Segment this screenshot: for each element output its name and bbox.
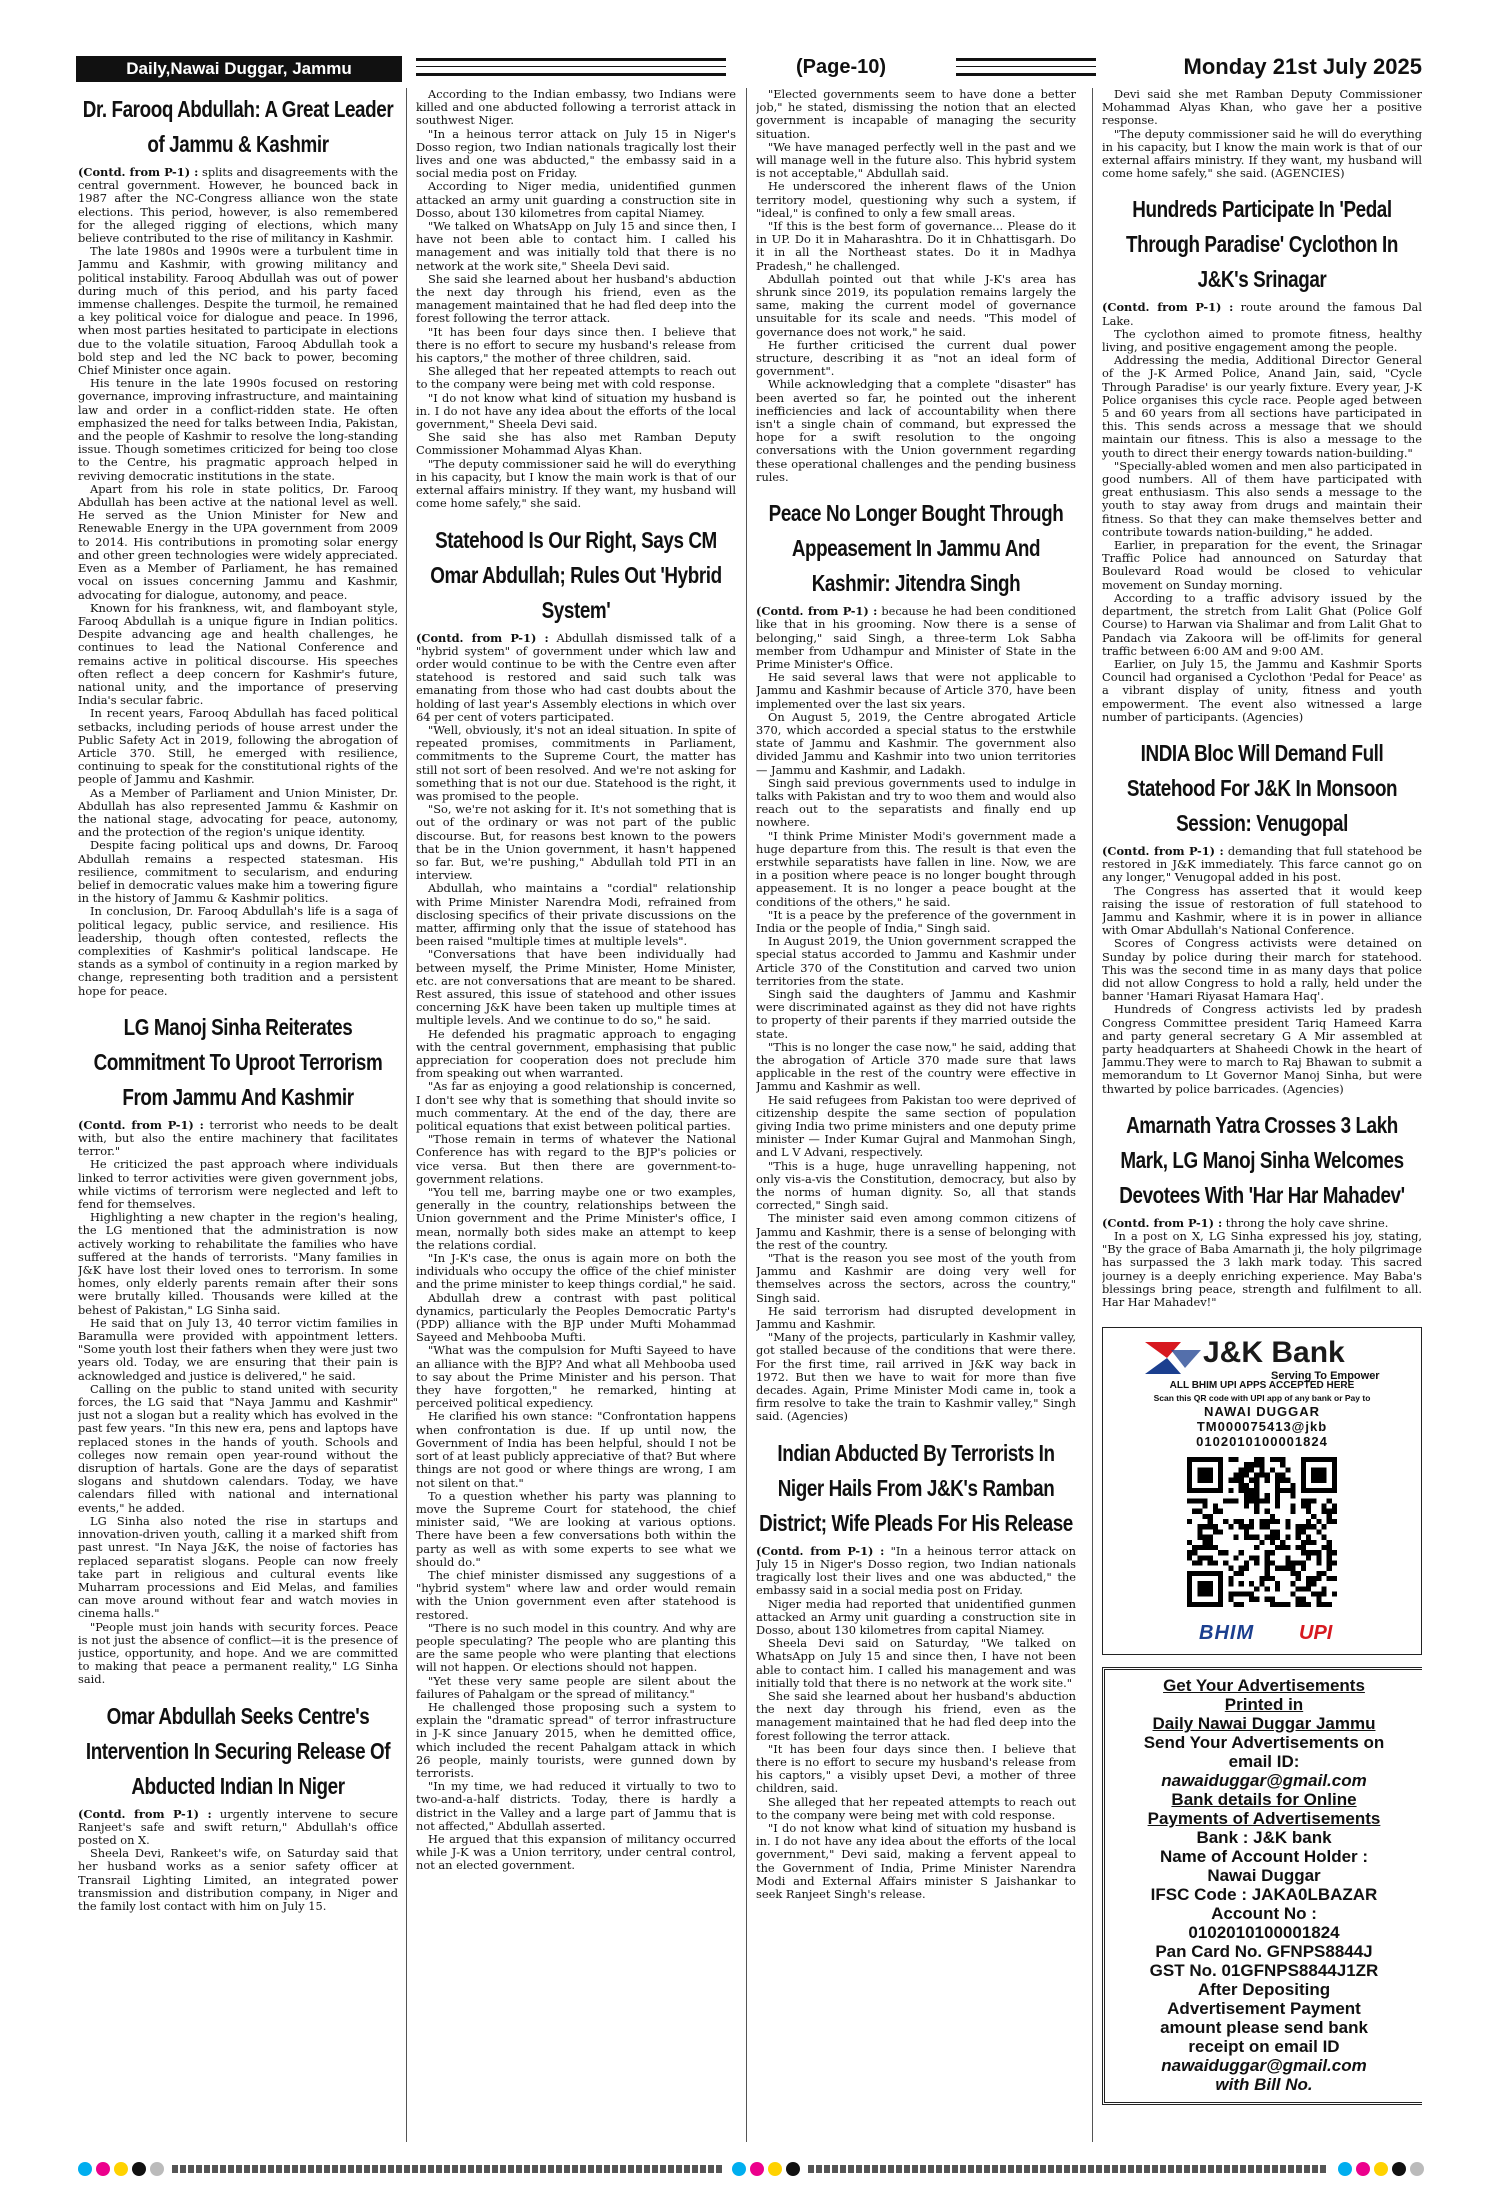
masthead-rule: [416, 66, 726, 67]
ad-logo-row: [1103, 1334, 1421, 1383]
column-2: [416, 88, 736, 2148]
info-line: GST No. 01GFNPS8844J1ZR: [1149, 1961, 1379, 1981]
headline: Indian Abducted By Terrorists In Niger Hails From J&K's Ramban District; Wife Pleads For His Release: [759, 1439, 1073, 1536]
payment-logos: [1103, 1620, 1421, 1646]
article-paragraph: He underscored the inherent flaws of the Union territory model, questioning why such a system, if "ideal," is confined to only a few small areas.: [756, 179, 1076, 220]
article-paragraph: On August 5, 2019, the Centre abrogated Article 370, which accorded a special status to the erstwhile state of Jammu and Kashmir. The government also divided Jammu and Kashmir into two union territories — Jammu and Kashmir, and Ladakh.: [756, 709, 1076, 777]
bank-tagline: Serving To Empower: [1271, 1370, 1380, 1383]
headline: Amarnath Yatra Crosses 3 Lakh Mark, LG Manoj Sinha Welcomes Devotees With 'Har Har Mahadev': [1119, 1111, 1405, 1208]
article-paragraph: "In a heinous terror attack on July 15 in Niger's Dosso region, two Indian nationals tragically lost their lives and one was abducted," the embassy said in a social media post on Friday.: [416, 126, 736, 181]
info-line: After Depositing: [1197, 1980, 1331, 2000]
article-gap: [1102, 180, 1422, 188]
headline: Peace No Longer Bought Through Appeasement In Jammu And Kashmir: Jitendra Singh: [768, 500, 1064, 597]
article-paragraph: "In my time, we had reduced it virtually to two to two-and-a-half districts. Today, there is hardly a district in the Valley and a large part of Jammu that is not affected," Abdullah asserted.: [416, 1779, 736, 1833]
article-paragraph: Earlier, on July 15, the Jammu and Kashmir Sports Council had organised a Cyclothon 'Pedal for Peace' as a vibrant display of unity, fitness and youth empowerment. The event also witnessed a large number of participants. (Agencies): [1102, 656, 1422, 724]
column-divider: [1092, 88, 1093, 2142]
cyan-mark-icon: [78, 2162, 92, 2176]
article-paragraph: Highlighting a new chapter in the region's healing, the LG mentioned that the administration is now actively working to rehabilitate the families who have suffered at the hands of terrorists. "Many families in J&K have lost their loved ones to terrorism. In some homes, only elderly parents remain after their sons were brutally killed. Thousands were killed at the behest of Pakistan," LG Sinha said.: [78, 1210, 398, 1317]
article-paragraph: "I do not know what kind of situation my husband is in. I do not have any idea about the efforts of the local government," Devi said, making a fervent appeal to the Government of India, Prime Minister Narendra Modi and External Affairs minister S Jaishankar to seek Ranjeet Singh's release.: [756, 1820, 1076, 1901]
issue-date: Monday 21st July 2025: [1183, 54, 1422, 79]
masthead-rule: [416, 58, 726, 61]
article: [1102, 1108, 1422, 1317]
registration-bar: [808, 2165, 1328, 2173]
magenta-mark-icon: [96, 2162, 110, 2176]
article-paragraph: Sheela Devi said on Saturday, "We talked on WhatsApp on July 15 and since then, I have not been able to contact him. I called his management and was initially told that there is no network at the work site.": [756, 1636, 1076, 1690]
article-gap: [78, 1687, 398, 1695]
advertisement-info-box: [1102, 1667, 1422, 2105]
article-paragraph: According to a traffic advisory issued by the department, the stretch from Lalit Ghat (Police Golf Course) to Harwan via Shalimar and from Lalit Ghat to Pandach via Zakoora will be off-limits for general traffic between 6:00 AM and 9:00 AM.: [1102, 590, 1422, 658]
article-paragraph: Sheela Devi, Rankeet's wife, on Saturday said that her husband works as a senior safety officer at Transrail Lighting Limited, an integrated power transmission and distribution company, in Niger and the family lost contact with him on July 15.: [78, 1846, 398, 1913]
info-line: Printed in: [1224, 1695, 1304, 1715]
article-paragraph: Earlier, in preparation for the event, the Srinagar Traffic Police had announced on Saturday that Boulevard Road would be closed to vehicular movement on Sunday morning.: [1102, 538, 1422, 592]
ad-vpa: TM000075413@jkb: [1196, 1419, 1328, 1435]
article-paragraph: [416, 632, 736, 724]
article-paragraph: [78, 1119, 398, 1159]
grey-mark-icon: [1410, 2162, 1424, 2176]
article-paragraph: "Specially-abled women and men also participated in good numbers. All of them have participated with great enthusiasm. This also sends a message to the youth to stay away from drugs and maintain their fitness. So that they can make themselves better and contribute towards nation-building," he added.: [1102, 458, 1422, 539]
article-paragraph: He clarified his own stance: "Confrontation happens when confrontation is due. If up until now, the Government of India has been helpful, should I not be sort of at least publicly appreciative of that? But where things are not good or where things are wrong, I am not silent on that.": [416, 1409, 736, 1490]
magenta-mark-icon: [750, 2162, 764, 2176]
article-paragraph: "This is a huge, huge unravelling happening, not only vis-a-vis the Constitution, democracy, but also by the norms of human dignity. So, all that stands corrected," Singh said.: [756, 1158, 1076, 1213]
article-paragraph: Addressing the media, Additional Director General of the J-K Armed Police, Anand Jain, said, "Cycle Through Paradise' is our yearly fixture. Every year, J-K Police organises this cycle race. People aged between 5 and 60 years from all sections have participated in this. This sends across a message that we should maintain our fitness. This is also a message to the youth to direct their energy towards nation-building.": [1102, 353, 1422, 460]
article-paragraph: "In J-K's case, the onus is again more on both the individuals who occupy the office of the chief minister and the prime minister to keep things cordial," he said.: [416, 1251, 736, 1292]
article-paragraph: He said terrorism had disrupted development in Jammu and Kashmir.: [756, 1303, 1076, 1332]
page-number: (Page-10): [795, 56, 887, 78]
article-continued: [756, 88, 1076, 492]
cyan-mark-icon: [1338, 2162, 1352, 2176]
ad-scan-line: Scan this QR code with UPI app of any bank or Pay to: [1153, 1393, 1371, 1404]
masthead-rule: [956, 58, 1096, 61]
article-gap: [756, 484, 1076, 492]
article-paragraph: The chief minister dismissed any suggestions of a "hybrid system" where law and order would remain with the Union government even after statehood is restored.: [416, 1567, 736, 1622]
article: [416, 523, 736, 1881]
info-line: email ID:: [1228, 1752, 1300, 1772]
article-paragraph: In recent years, Farooq Abdullah has faced political setbacks, including periods of house arrest under the Public Safety Act in 2019, following the abrogation of Article 370. Still, he emerged with resilience, continuing to speak for the constitutional rights of the people of Jammu and Kashmir.: [78, 706, 398, 787]
article-paragraph: "There is no such model in this country. And why are people speculating? The people who are planting this are the same people who were planting that elections will not happen. Or elections should not happen.: [416, 1620, 736, 1675]
article-paragraph: Niger media had reported that unidentified gunmen attacked an Army unit guarding a construction site in Dosso, about 130 kilometres from capital Niamey.: [756, 1596, 1076, 1637]
article-paragraph: He said that on July 13, 40 terror victim families in Baramulla were provided with appointment letters. "Some youth lost their fathers when they were just two years old. Today, we are ensuring that their pain is acknowledged and justice is delivered," he said.: [78, 1315, 398, 1383]
article-paragraph: LG Sinha also noted the rise in startups and innovation-driven youth, calling it a marked shift from past unrest. "In Naya J&K, the noise of factories has replaced separatist slogans. People can now freely take part in religious and cultural events like Muharram processions and Eid Melas, and families can move around without fear and watch movies in cinema halls.": [78, 1513, 398, 1621]
article-gap: [416, 511, 736, 519]
paragraph-text: because he had been conditioned like that in his grooming. Now there is a sense of belonging," said Singh, a three-term Lok Sabha member from Udhampur and Minister of State in the Prime Minister's Office.: [756, 604, 1076, 671]
article-paragraph: The cyclothon aimed to promote fitness, healthy living, and positive engagement among the people.: [1102, 326, 1422, 355]
info-line: Advertisement Payment: [1167, 1999, 1361, 2019]
article: [78, 1010, 398, 1695]
article: [78, 92, 398, 1006]
article-paragraph: She said she learned about her husband's abduction the next day through his friend, even as the management maintained that he had fled deep into the forest following the terror attack.: [756, 1688, 1076, 1743]
article-paragraph: He said refugees from Pakistan too were deprived of citizenship despite the same section of population giving India two prime ministers and one deputy prime minister — Inder Kumar Gujral and Manmohan Singh, and L V Advani, respectively.: [756, 1092, 1076, 1160]
article-paragraph: "The deputy commissioner said he will do everything in his capacity, but I know the main work is that of our external affairs ministry. If they want, my husband will come home safely," she said. (AGENCIES): [1102, 126, 1422, 181]
grey-mark-icon: [150, 2162, 164, 2176]
article: [1102, 192, 1422, 732]
column-divider: [746, 88, 747, 2142]
article-paragraph: He defended his pragmatic approach to engaging with the central government, emphasising that public appreciation for cooperation does not preclude him from speaking out when warranted.: [416, 1026, 736, 1081]
article-paragraph: He further criticised the current dual power structure, describing it as "not an ideal form of government".: [756, 337, 1076, 379]
article: [756, 496, 1076, 1432]
yellow-mark-icon: [1374, 2162, 1388, 2176]
article-paragraph: "This is no longer the case now," he said, adding that the abrogation of Article 370 made sure that laws applicable in the rest of the country were effective in Jammu and Kashmir as well.: [756, 1039, 1076, 1094]
article-paragraph: She said she has also met Ramban Deputy Commissioner Mohammad Alyas Khan.: [416, 430, 736, 458]
article-paragraph: "The deputy commissioner said he will do everything in his capacity, but I know the main work is that of our external affairs ministry. If they want, my husband will come home safely," she said.: [416, 456, 736, 511]
article-paragraph: In conclusion, Dr. Farooq Abdullah's life is a saga of political legacy, public service, and resilience. His leadership, though often contested, reflects the complexities of Kashmir's political landscape. He stands as a symbol of continuity in a region marked by change, representing both tradition and a persistent hope for peace.: [78, 904, 398, 998]
article-paragraph: According to Niger media, unidentified gunmen attacked an army unit guarding a construction site in Dosso, about 130 kilometres from capital Niamey.: [416, 179, 736, 220]
info-line: Daily Nawai Duggar Jammu: [1152, 1714, 1376, 1734]
continued-label: (Contd. from P-1) :: [1102, 1215, 1223, 1230]
article-paragraph: [78, 1808, 398, 1848]
headline: Omar Abdullah Seeks Centre's Intervention In Securing Release Of Abducted Indian In Niger: [85, 1702, 391, 1799]
article-paragraph: She alleged that her repeated attempts to reach out to the company were being met with cold response.: [756, 1794, 1076, 1822]
headline: Statehood Is Our Right, Says CM Omar Abdullah; Rules Out 'Hybrid System': [430, 526, 722, 623]
bank-logo-icon: [1141, 1338, 1205, 1378]
info-line: Nawai Duggar: [1207, 1866, 1321, 1886]
qr-code-icon: [1177, 1457, 1347, 1607]
article-paragraph: "You tell me, barring maybe one or two examples, generally in the country, relationships between the Union government and the Prime Minister's office, I mean, normally both sides make an attempt to keep the relations cordial.: [416, 1185, 736, 1252]
article-paragraph: "If this is the best form of governance... Please do it in UP. Do it in Maharashtra. Do it in Chhattisgarh. Do it in all the Northeast states. Do it in Madhya Pradesh," he challenged.: [756, 219, 1076, 273]
headline: Hundreds Participate In 'Pedal Through Paradise' Cyclothon In J&K's Srinagar: [1126, 196, 1398, 293]
article-gap: [78, 1913, 398, 1921]
info-email: nawaiduggar@gmail.com: [1161, 1771, 1367, 1791]
info-line: Get Your Advertisements: [1163, 1676, 1365, 1696]
article-paragraph: "I do not know what kind of situation my husband is in. I do not have any idea about the efforts of the local government," Sheela Devi said.: [416, 390, 736, 432]
article-gap: [1102, 1096, 1422, 1104]
article-gap: [756, 1901, 1076, 1909]
article-paragraph: The late 1980s and 1990s were a turbulent time in Jammu and Kashmir, with growing militancy and political instability. Farooq Abdullah was out of power during much of this period, and his party faced immense challenges. Despite the turmoil, he remained a key political voice for dialogue and peace. In 1996, when most parties hesitated to participate in elections due to the volatile situation, Farooq Abdullah took a bold step and led the NC back to power, becoming Chief Minister once again.: [78, 244, 398, 378]
paragraph-text: Abdullah dismissed talk of a "hybrid system" of government under which law and order would continue to be with the Centre even after statehood is restored and said such talk was emanating from those who had cast doubts about the holding of last year's Assembly elections in which over 64 per cent of voters participated.: [416, 630, 736, 724]
article-continued: [1102, 88, 1422, 188]
info-line: amount please send bank: [1160, 2018, 1368, 2038]
paragraph-text: "In a heinous terror attack on July 15 in Niger's Dosso region, two Indian nationals tragically lost their lives and one was abducted," the embassy said in a social media post on Friday.: [756, 1543, 1076, 1598]
black-mark-icon: [1392, 2162, 1406, 2176]
article-gap: [416, 1873, 736, 1881]
continued-label: (Contd. from P-1) :: [78, 1806, 212, 1821]
article-paragraph: "That is the reason you see most of the youth from Jammu and Kashmir are doing very well for themselves across the sectors, across the country," Singh said.: [756, 1251, 1076, 1305]
info-email: nawaiduggar@gmail.com: [1161, 2056, 1367, 2076]
article-paragraph: The Congress has asserted that it would keep raising the issue of restoration of full statehood to Jammu and Kashmir, where it is in power in alliance with Omar Abdullah's National Conference.: [1102, 883, 1422, 938]
upi-logo: UPI: [1299, 1622, 1333, 1645]
article-paragraph: "Those remain in terms of whatever the National Conference has with regard to the BJP's policies or vice versa. But then there are government-to-government relations.: [416, 1132, 736, 1186]
continued-label: (Contd. from P-1) :: [756, 1543, 885, 1558]
article-paragraph: "It has been four days since then. I believe that there is no effort to secure my husband's release from his captors," the mother of three children, said.: [416, 324, 736, 366]
paragraph-text: route around the famous Dal Lake.: [1102, 300, 1422, 328]
article-paragraph: Calling on the public to stand united with security forces, the LG said that "Naya Jammu and Kashmir" just not a slogan but a reality which has evolved in the past few years. "In this new era, pens and laptops have replaced stones in the hands of youth. Schools and colleges now remain open year-round without the disruption of hartals. Gone are the days of separatist slogans and shutdown calendars. Today, we have calendars filled with national and international events," he added.: [78, 1381, 398, 1515]
yellow-mark-icon: [114, 2162, 128, 2176]
cyan-mark-icon: [732, 2162, 746, 2176]
article-paragraph: She said she learned about her husband's abduction the next day through his friend, even as the management maintained that he had fled deep into the forest following the terror attack.: [416, 271, 736, 326]
article-gap: [1102, 724, 1422, 732]
article-paragraph: "Many of the projects, particularly in Kashmir valley, got stalled because of the conditions that were there. For the first time, rail arrived in J&K way back in 1972. But then we have to wait for more than five decades. Again, Prime Minister Modi came in, took a firm resolve to take the train to Kashmir valley," Singh said. (Agencies): [756, 1330, 1076, 1424]
continued-label: (Contd. from P-1) :: [1102, 300, 1234, 315]
article-paragraph: [78, 166, 398, 245]
headline: INDIA Bloc Will Demand Full Statehood For J&K In Monsoon Session: Venugopal: [1126, 739, 1398, 836]
masthead-rule: [416, 73, 726, 76]
continued-label: (Contd. from P-1) :: [1102, 843, 1224, 858]
article-continued: [416, 88, 736, 519]
black-mark-icon: [786, 2162, 800, 2176]
black-mark-icon: [132, 2162, 146, 2176]
article-gap: [1102, 1309, 1422, 1317]
bank-qr-advertisement: [1102, 1327, 1422, 1655]
headline: Dr. Farooq Abdullah: A Great Leader of Jammu & Kashmir: [82, 96, 394, 157]
article-paragraph: Abdullah pointed out that while J-K's area has shrunk since 2019, its population remains largely the same, making the current model of governance unsuitable for its scale and needs. "This model of governance does not work," he said.: [756, 271, 1076, 339]
headline: LG Manoj Sinha Reiterates Commitment To Uproot Terrorism From Jammu And Kashmir: [93, 1013, 383, 1110]
info-line: with Bill No.: [1215, 2075, 1313, 2095]
paragraph-text: demanding that full statehood be restored in J&K immediately. This farce cannot go on any longer," Venugopal added in his post.: [1102, 843, 1422, 885]
article: [78, 1699, 398, 1922]
yellow-mark-icon: [768, 2162, 782, 2176]
masthead-rule: [956, 66, 1096, 67]
article-paragraph: In a post on X, LG Sinha expressed his joy, stating, "By the grace of Baba Amarnath ji, the holy pilgrimage has surpassed the 3 lakh mark today. This sacred journey is a deeply enriching experience. May Baba's blessings bring peace, strength and fulfilment to all. Har Har Mahadev!": [1102, 1228, 1422, 1309]
column-1: [78, 88, 398, 2148]
bhim-logo: BHIM: [1199, 1622, 1255, 1645]
masthead: [76, 52, 1422, 86]
article-paragraph: "Elected governments seem to have done a better job," he stated, dismissing the notion that an elected government is incapable of managing the security situation.: [756, 88, 1076, 141]
info-line: Account No :: [1211, 1904, 1317, 1924]
article-paragraph: "Well, obviously, it's not an ideal situation. In spite of repeated promises, commitments in Parliament, commitments to the Supreme Court, the matter has still not sort of been resolved. And we're not asking for something that is not our due. Statehood is the right, it was promised to the people.: [416, 722, 736, 803]
article-paragraph: "It is a peace by the preference of the government in India or the people of India," Singh said.: [756, 907, 1076, 935]
ad-account: 0102010100001824: [1196, 1434, 1328, 1450]
article-paragraph: As a Member of Parliament and Union Minister, Dr. Abdullah has also represented Jammu & Kashmir on the national stage, advocating for peace, autonomy, and the protection of the region's unique identity.: [78, 785, 398, 840]
article-paragraph: Devi said she met Ramban Deputy Commissioner Mohammad Alyas Khan, who gave her a positive response.: [1102, 88, 1422, 128]
article-paragraph: "We talked on WhatsApp on July 15 and since then, I have not been able to contact him. I called his management and was initially told that there is no network at the work site," Sheela Devi said.: [416, 219, 736, 273]
article-paragraph: "Yet these very same people are silent about the failures of Pahalgam or the spread of militancy.": [416, 1673, 736, 1701]
continued-label: (Contd. from P-1) :: [78, 165, 199, 179]
article-paragraph: "What was the compulsion for Mufti Sayeed to have an alliance with the BJP? And what all Mehbooba used to say about the Prime Minister and his person. That they have forgotten," he remarked, hinting at perceived political expediency.: [416, 1343, 736, 1411]
article-paragraph: In August 2019, the Union government scrapped the special status accorded to Jammu and Kashmir under Article 370 of the Constitution and carved two union territories from the state.: [756, 934, 1076, 988]
article-paragraph: [1102, 301, 1422, 327]
article-paragraph: He challenged those proposing such a system to explain the "dramatic spread" of terror infrastructure in J-K since January 2015, when he demitted office, which included the recent Pahalgam attack in which 26 people, mainly tourists, were gunned down by terrorists.: [416, 1699, 736, 1780]
registration-marks: [76, 2162, 1422, 2178]
paragraph-text: terrorist who needs to be dealt with, but also the entire machinery that facilitates terror.": [78, 1117, 398, 1159]
article-paragraph: His tenure in the late 1990s focused on restoring governance, improving infrastructure, and maintaining law and order in a conflict-ridden state. He often emphasized the need for talks between India, Pakistan, and the people of Kashmir to resolve the long-standing issue. Though sometimes criticized for being too close to the Centre, his pragmatic approach helped in reviving democratic institutions in the state.: [78, 376, 398, 483]
article-paragraph: Despite facing political ups and downs, Dr. Farooq Abdullah remains a respected statesman. His resilience, commitment to secularism, and enduring belief in democratic values make him a towering figure in the history of Jammu & Kashmir politics.: [78, 838, 398, 906]
bank-brand: J&K Bank: [1203, 1336, 1345, 1370]
article-paragraph: "I think Prime Minister Modi's government made a huge departure from this. The result is that even the erstwhile separatists have fallen in line. Now, we are in a position where peace is no longer bought through appeasement. It is no longer a peace bought at the conditions of the others," he said.: [756, 828, 1076, 909]
article-paragraph: He said several laws that were not applicable to Jammu and Kashmir because of Article 370, have been implemented over the last six years.: [756, 670, 1076, 711]
article-paragraph: The minister said even among common citizens of Jammu and Kashmir, there is a sense of belonging with the rest of the country.: [756, 1211, 1076, 1252]
article-paragraph: "People must join hands with security forces. Peace is not just the absence of conflict—it is the presence of justice, opportunity, and hope. And we are committed to making that peace a permanent reality," LG Sinha said.: [78, 1619, 398, 1687]
article-paragraph: [756, 605, 1076, 671]
article-paragraph: She alleged that her repeated attempts to reach out to the company were being met with cold response.: [416, 364, 736, 392]
paragraph-text: throng the holy cave shrine.: [1225, 1215, 1389, 1230]
article-paragraph: [1102, 845, 1422, 885]
article: [1102, 736, 1422, 1104]
info-line: receipt on email ID: [1188, 2037, 1340, 2057]
ad-merchant: NAWAI DUGGAR: [1204, 1404, 1320, 1420]
registration-bar: [172, 2165, 722, 2173]
column-4: [1102, 88, 1422, 2148]
article-paragraph: To a question whether his party was planning to move the Supreme Court for statehood, the chief minister said, "We are looking at various options. There have been a few conversations both within the party as well as with some experts to see what we should do.": [416, 1488, 736, 1569]
paragraph-text: urgently intervene to secure Ranjeet's safe and swift return," Abdullah's office posted on X.: [78, 1806, 398, 1847]
article-paragraph: According to the Indian embassy, two Indians were killed and one abducted following a terrorist attack in southwest Niger.: [416, 88, 736, 128]
article-paragraph: He criticized the past approach where individuals linked to terror activities were given government jobs, while victims of terrorism were neglected and left to fend for themselves.: [78, 1157, 398, 1212]
article-paragraph: [1102, 1217, 1422, 1230]
paragraph-text: splits and disagreements with the central government. However, he bounced back in 1987 after the NC-Congress alliance won the state elections. This period, however, is also remembered for the alleged rigging of elections, which many believe contributed to the rise of militancy in Kashmir.: [78, 165, 398, 246]
article-paragraph: Singh said previous governments used to indulge in talks with Pakistan and try to woo them and would also reach out to the separatists and finally end up nowhere.: [756, 775, 1076, 830]
article-paragraph: [756, 1545, 1076, 1598]
article: [756, 1436, 1076, 1909]
info-line: Name of Account Holder :: [1159, 1847, 1369, 1867]
article-paragraph: "We have managed perfectly well in the past and we will manage well in the future also. This hybrid system is not acceptable," Abdullah said.: [756, 139, 1076, 181]
article-paragraph: Hundreds of Congress activists led by pradesh Congress Committee president Tariq Hameed Karra and party general secretary G A Mir assembled at party headquarters at Shaheedi Chowk in the heart of Jammu.They were to march to Raj Bhawan to submit a memorandum to Lt Governor Manoj Sinha, but were thwarted by police barricades. (Agencies): [1102, 1002, 1422, 1096]
masthead-rule: [956, 73, 1096, 76]
ad-upi-line: ALL BHIM UPI APPS ACCEPTED HERE: [1169, 1380, 1355, 1392]
paper-name: Daily,Nawai Duggar, Jammu: [76, 56, 402, 82]
article-gap: [78, 998, 398, 1006]
article-paragraph: "So, we're not asking for it. It's not something that is out of the ordinary or was not part of the public discourse. But, for reasons best known to the powers that be in the Union government, it hasn't happened so far. But, we're pushing," Abdullah told PTI in an interview.: [416, 802, 736, 883]
info-line: Bank : J&K bank: [1196, 1828, 1332, 1848]
article-paragraph: "It has been four days since then. I believe that there is no effort to secure my husband's release from his captors," a visibly upset Devi, a mother of three children, said.: [756, 1741, 1076, 1796]
continued-label: (Contd. from P-1) :: [78, 1117, 204, 1132]
info-line: Pan Card No. GFNPS8844J: [1155, 1942, 1373, 1962]
article-paragraph: While acknowledging that a complete "disaster" has been averted so far, he pointed out the inherent inefficiencies and lack of accountability when there isn't a single chain of command, but expressed the hope for a swift resolution to the ongoing conversations with the Union government regarding these operational challenges and the pending business rules.: [756, 377, 1076, 484]
article-paragraph: Abdullah drew a contrast with past political dynamics, particularly the Peoples Democratic Party's (PDP) alliance with the BJP under Mufti Mohammad Sayeed and Mehbooba Mufti.: [416, 1290, 736, 1345]
info-line: Bank details for Online: [1171, 1790, 1357, 1810]
article-paragraph: "Conversations that have been individually had between myself, the Prime Minister, Home Minister, etc. are not conversations that are meant to be shared. Rest assured, this issue of statehood and other issues concerning J&K have been taken up multiple times at multiple levels. And we continue to do so," he said.: [416, 947, 736, 1028]
article-paragraph: Singh said the daughters of Jammu and Kashmir were discriminated against as they did not have rights to property of their parents if they married outside the state.: [756, 986, 1076, 1041]
info-line: Payments of Advertisements: [1147, 1809, 1381, 1829]
article-gap: [756, 1424, 1076, 1432]
info-line: Send Your Advertisements on: [1143, 1733, 1385, 1753]
column-divider: [406, 88, 407, 2142]
article-paragraph: Abdullah, who maintains a "cordial" relationship with Prime Minister Narendra Modi, refrained from disclosing specifics of their private discussions on the matter, affirming only that the issue of statehood has been raised "multiple times at multiple levels".: [416, 881, 736, 949]
info-line: 0102010100001824: [1188, 1923, 1340, 1943]
article-paragraph: Apart from his role in state politics, Dr. Farooq Abdullah has been active at the national level as well. He served as the Union Minister for New and Renewable Energy in the UPA government from 2009 to 2014. His contributions in promoting solar energy and other green technologies were widely appreciated. Even as a Member of Parliament, he has remained vocal on issues concerning Jammu and Kashmir, advocating for dialogue, autonomy, and peace.: [78, 481, 398, 602]
column-3: [756, 88, 1076, 2148]
magenta-mark-icon: [1356, 2162, 1370, 2176]
article-paragraph: Scores of Congress activists were detained on Sunday by police during their march for statehood. This was the second time in as many days that police did not allow Congress to hold a rally, held under the banner 'Hamari Riyasat Hamara Haq'.: [1102, 936, 1422, 1004]
article-paragraph: Known for his frankness, wit, and flamboyant style, Farooq Abdullah is a unique figure in Indian politics. Despite advancing age and health challenges, he continues to lead the National Conference and remains active in political discourse. His speeches often reflect a deep concern for Kashmir's future, national unity, and the importance of preserving India's secular fabric.: [78, 600, 398, 708]
info-line: IFSC Code : JAKA0LBAZAR: [1150, 1885, 1378, 1905]
continued-label: (Contd. from P-1) :: [416, 630, 549, 645]
article-paragraph: "As far as enjoying a good relationship is concerned, I don't see why that is something that should invite so much commentary. At the end of the day, there are political equations that exist between political parties.: [416, 1079, 736, 1134]
continued-label: (Contd. from P-1) :: [756, 604, 878, 619]
article-paragraph: He argued that this expansion of militancy occurred while J-K was a Union territory, under central control, not an elected government.: [416, 1831, 736, 1873]
